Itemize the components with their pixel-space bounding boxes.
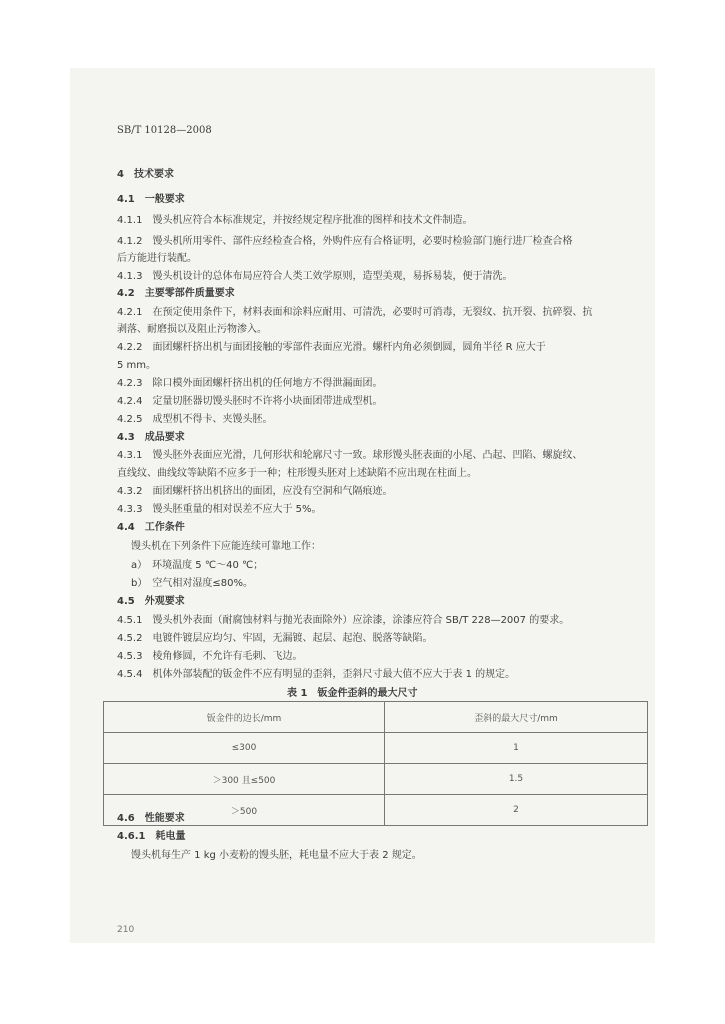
table-cell: ≤300 [104,733,385,764]
paragraph: 4.1.3 馒头机设计的总体布局应符合人类工效学原则，造型美观，易拆易装，便于清洗。 [117,271,513,282]
paragraph: 4.3.3 馒头胚重量的相对误差不应大于 5%。 [117,504,322,515]
list-item: a） 环境温度 5 ℃～40 ℃； [131,560,264,571]
table-caption: 表 1 钣金件歪斜的最大尺寸 [287,688,418,699]
section-heading: 4.5 外观要求 [117,596,185,607]
paragraph: 4.1.1 馒头机应符合本标准规定，并按经规定程序批准的图样和技术文件制造。 [117,215,473,226]
paragraph: 4.2.5 成型机不得卡、夹馒头胚。 [117,414,273,425]
table-cell: ＞300 且≤500 [104,764,385,795]
table-row [104,764,648,795]
paragraph: 4.5.4 机体外部装配的钣金件不应有明显的歪斜，歪斜尺寸最大值不应大于表 1 的规定。 [117,669,516,680]
paragraph: 馒头机每生产 1 kg 小麦粉的馒头胚，耗电量不应大于表 2 规定。 [131,850,422,861]
table-header-cell: 歪斜的最大尺寸/mm [385,702,648,733]
standard-number: SB/T 10128—2008 [117,125,212,136]
table-cell: 1.5 [385,764,648,795]
paragraph: 4.2.2 面团螺杆挤出机与面团接触的零部件表面应光滑。螺杆内角必须倒圆，圆角半径 R 应大于 [117,342,546,353]
table-header-cell: 钣金件的边长/mm [104,702,385,733]
section-heading: 4.1 一般要求 [117,194,185,205]
page-number: 210 [117,925,135,935]
table-row [104,795,648,826]
paragraph: 直线纹、曲线纹等缺陷不应多于一种；柱形馒头胚对上述缺陷不应出现在柱面上。 [117,468,477,479]
section-heading: 4.6.1 耗电量 [117,831,186,842]
table-cell: ＞500 [104,795,385,826]
table-row [104,733,648,764]
paragraph: 馒头机在下列条件下应能连续可靠地工作： [131,541,321,552]
paragraph: 5 mm。 [117,360,157,371]
section-heading: 4.2 主要零部件质量要求 [117,288,235,299]
section-heading: 4 技术要求 [117,169,174,180]
section-heading: 4.6 性能要求 [117,813,185,824]
paragraph: 剥落、耐磨损以及阻止污物渗入。 [117,324,267,335]
paragraph: 4.5.1 馒头机外表面（耐腐蚀材料与抛光表面除外）应涂漆，涂漆应符合 SB/T 228—2007 的要求。 [117,615,570,626]
table-header-row [104,702,648,733]
list-item: b） 空气相对湿度≤80%。 [131,578,253,589]
paragraph: 4.2.4 定量切胚器切馒头胚时不许将小块面团带进成型机。 [117,396,383,407]
paragraph: 4.1.2 馒头机所用零件、部件应经检查合格，外购件应有合格证明，必要时检验部门施行进厂检查合格 [117,236,573,247]
table-cell: 1 [385,733,648,764]
paragraph: 4.3.2 面团螺杆挤出机挤出的面团，应没有空洞和气隔痕迹。 [117,486,393,497]
table-cell: 2 [385,795,648,826]
paragraph: 4.5.2 电镀件镀层应均匀、牢固，无漏镀、起层、起泡、脱落等缺陷。 [117,633,433,644]
paragraph: 4.3.1 馒头胚外表面应光滑，几何形状和轮廓尺寸一致。球形馒头胚表面的小尾、凸起、凹陷、螺旋纹、 [117,450,583,461]
table-1 [103,701,648,826]
paragraph: 4.5.3 棱角修圆，不允许有毛刺、飞边。 [117,651,303,662]
section-heading: 4.4 工作条件 [117,522,185,533]
paragraph: 后方能进行装配。 [117,253,197,264]
paragraph: 4.2.1 在预定使用条件下，材料表面和涂料应耐用、可清洗，必要时可消毒，无裂纹、抗开裂、抗碎裂、抗 [117,307,593,318]
paragraph: 4.2.3 除口模外面团螺杆挤出机的任何地方不得泄漏面团。 [117,378,383,389]
section-heading: 4.3 成品要求 [117,432,185,443]
